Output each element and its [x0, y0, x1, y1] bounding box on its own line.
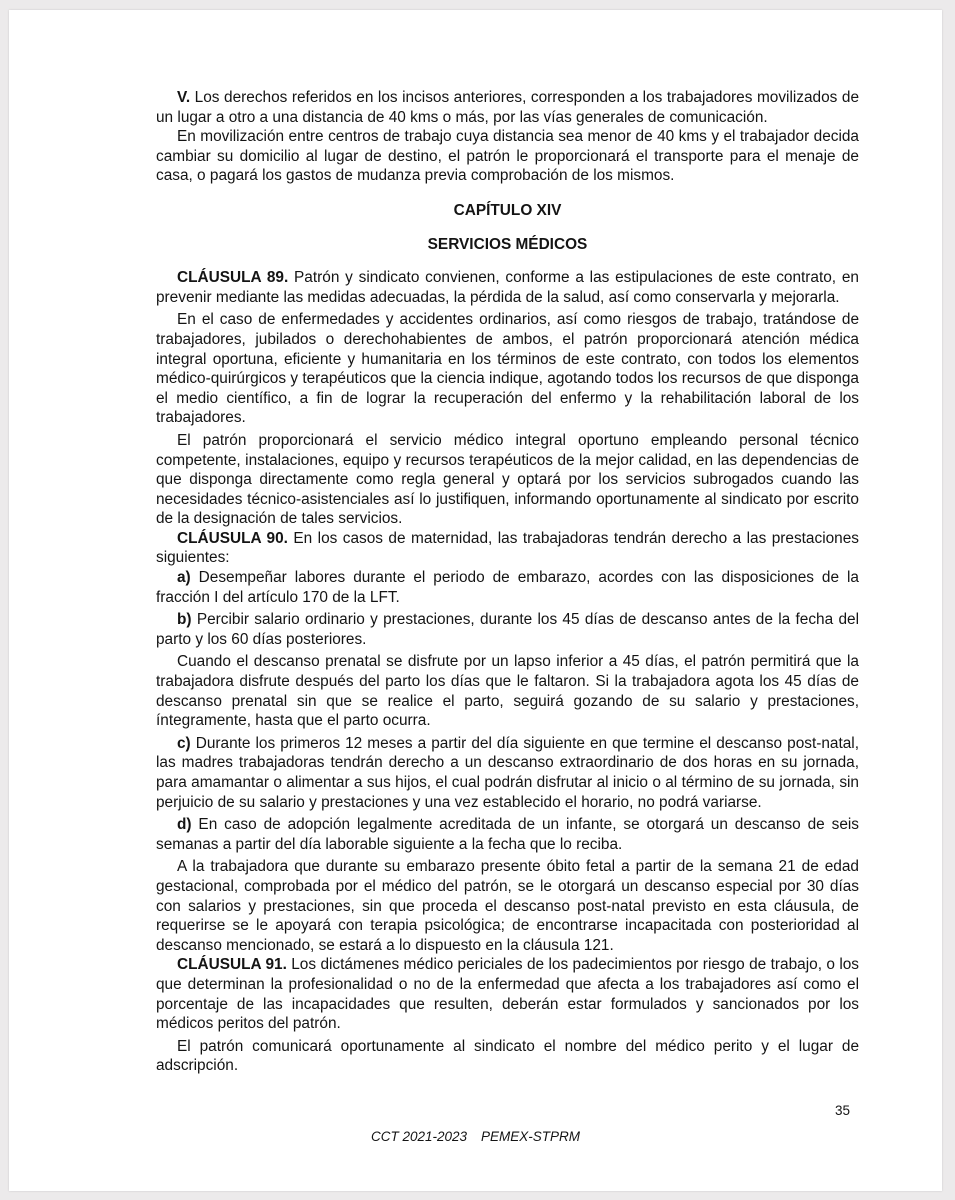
- clause-90-item-c: [156, 734, 859, 812]
- clause-90: [156, 529, 859, 568]
- clause-91-text: Los dictámenes médico periciales de los padecimientos por riesgo de trabajo, o los que determinan la profesionalidad o no de la enfermedad que afecta a los trabajadores así como el porcentaje de las incapacidades que resulten, deberán estar formulados y sancionados por los médicos peritos del patrón.: [156, 956, 859, 1033]
- clause-89-label: CLÁUSULA 89.: [177, 269, 289, 287]
- paragraph-v: [156, 88, 859, 127]
- clause-91-label: CLÁUSULA 91.: [177, 956, 287, 974]
- clause-89-paragraph-3: El patrón proporcionará el servicio médico integral oportuno empleando personal técnico competente, instalaciones, equipo y recursos terapéuticos de la mejor calidad, en las dependencias de que disponga directamente como regla general y optará por los servicios subrogados cuando las necesidades técnico-asistenciales así lo justifiquen, informando oportunamente al sindicato por escrito de la designación de tales servicios.: [156, 431, 859, 528]
- item-a-label: a): [177, 569, 191, 587]
- item-d-label: d): [177, 816, 192, 834]
- clause-89: [156, 268, 859, 307]
- page-number: 35: [835, 1103, 851, 1118]
- item-b-label: b): [177, 611, 192, 629]
- section-title: SERVICIOS MÉDICOS: [427, 235, 588, 253]
- inciso-v-text: Los derechos referidos en los incisos anteriores, corresponden a los trabajadores movilizados de un lugar a otro a una distancia de 40 kms o más, por las vías generales de comunicación.: [156, 89, 859, 126]
- footer-contract: CCT 2021-2023: [370, 1129, 468, 1144]
- clause-90-obito-paragraph: A la trabajadora que durante su embarazo presente óbito fetal a partir de la semana 21 de edad gestacional, comprobada por el médico del patrón, se le otorgará un descanso especial por 30 días con salarios y prestaciones, sin que proceda el descanso post-natal previsto en esta cláusula, de requerirse se le apoyará con terapia psicológica; de encontrarse incapacitada con posterioridad al descanso mencionado, se estará a lo dispuesto en la cláusula 121.: [156, 858, 859, 954]
- chapter-title: CAPÍTULO XIV: [453, 201, 562, 219]
- clause-89-text: Patrón y sindicato convienen, conforme a las estipulaciones de este contrato, en prevenir mediante las medidas adecuadas, la pérdida de la salud, así como conservarla y mejorarla.: [156, 269, 859, 306]
- clause-90-text: En los casos de maternidad, las trabajadoras tendrán derecho a las prestaciones siguientes:: [156, 529, 859, 567]
- clause-90-item-b: [156, 610, 859, 649]
- clause-91: [156, 955, 859, 1033]
- item-a-text: Desempeñar labores durante el periodo de embarazo, acordes con las disposiciones de la fracción I del artículo 170 de la LFT.: [156, 569, 859, 606]
- footer-parties: PEMEX-STPRM: [481, 1129, 581, 1144]
- inciso-v-label: V.: [177, 89, 191, 106]
- document-page: [9, 10, 942, 1191]
- clause-91-paragraph-2: El patrón comunicará oportunamente al sindicato el nombre del médico perito y el lugar de adscripción.: [156, 1037, 859, 1075]
- clause-90-item-a: [156, 568, 859, 607]
- item-d-text: En caso de adopción legalmente acreditada de un infante, se otorgará un descanso de seis semanas a partir del día laborable siguiente a la fecha que lo reciba.: [156, 816, 859, 853]
- paragraph-movilizacion: En movilización entre centros de trabajo cuya distancia sea menor de 40 kms y el trabajador decida cambiar su domicilio al lugar de destino, el patrón le proporcionará el transporte para el menaje de casa, o pagará los gastos de mudanza previa comprobación de los mismos.: [156, 128, 859, 185]
- item-c-text: Durante los primeros 12 meses a partir del día siguiente en que termine el descanso post-natal, las madres trabajadoras tendrán derecho a un descanso extraordinario de dos horas en su jornada, para amamantar o alimentar a sus hijos, el cual podrán disfrutar al inicio o al término de su jornada, sin perjuicio de su salario y prestaciones y una vez establecido el horario, no podrá variarse.: [156, 734, 859, 811]
- clause-90-item-b-paragraph-2: Cuando el descanso prenatal se disfrute por un lapso inferior a 45 días, el patrón permitirá que la trabajadora disfrute después del parto los días que le faltaron. Si la trabajadora agota los 45 días de descanso prenatal sin que se realice el parto, seguirá gozando de su salario y prestaciones, íntegramente, hasta que el parto ocurra.: [156, 653, 859, 730]
- document-body: [156, 88, 859, 1076]
- clause-89-paragraph-2: En el caso de enfermedades y accidentes ordinarios, así como riesgos de trabajo, tratándose de trabajadores, jubilados o derechohabientes de ambos, el patrón proporcionará atención médica integral oportuna, eficiente y humanitaria en los términos de este contrato, con todos los elementos médico-quirúrgicos y terapéuticos que la ciencia indique, agotando todos los recursos de que disponga el medio científico, a fin de lograr la recuperación del enfermo y la rehabilitación laboral de los trabajadores.: [156, 311, 859, 427]
- item-b-text: Percibir salario ordinario y prestaciones, durante los 45 días de descanso antes de la fecha del parto y los 60 días posteriores.: [156, 611, 859, 648]
- page-footer: [9, 1129, 942, 1144]
- item-c-label: c): [177, 734, 191, 752]
- clause-90-item-d: [156, 815, 859, 854]
- clause-90-label: CLÁUSULA 90.: [177, 529, 288, 547]
